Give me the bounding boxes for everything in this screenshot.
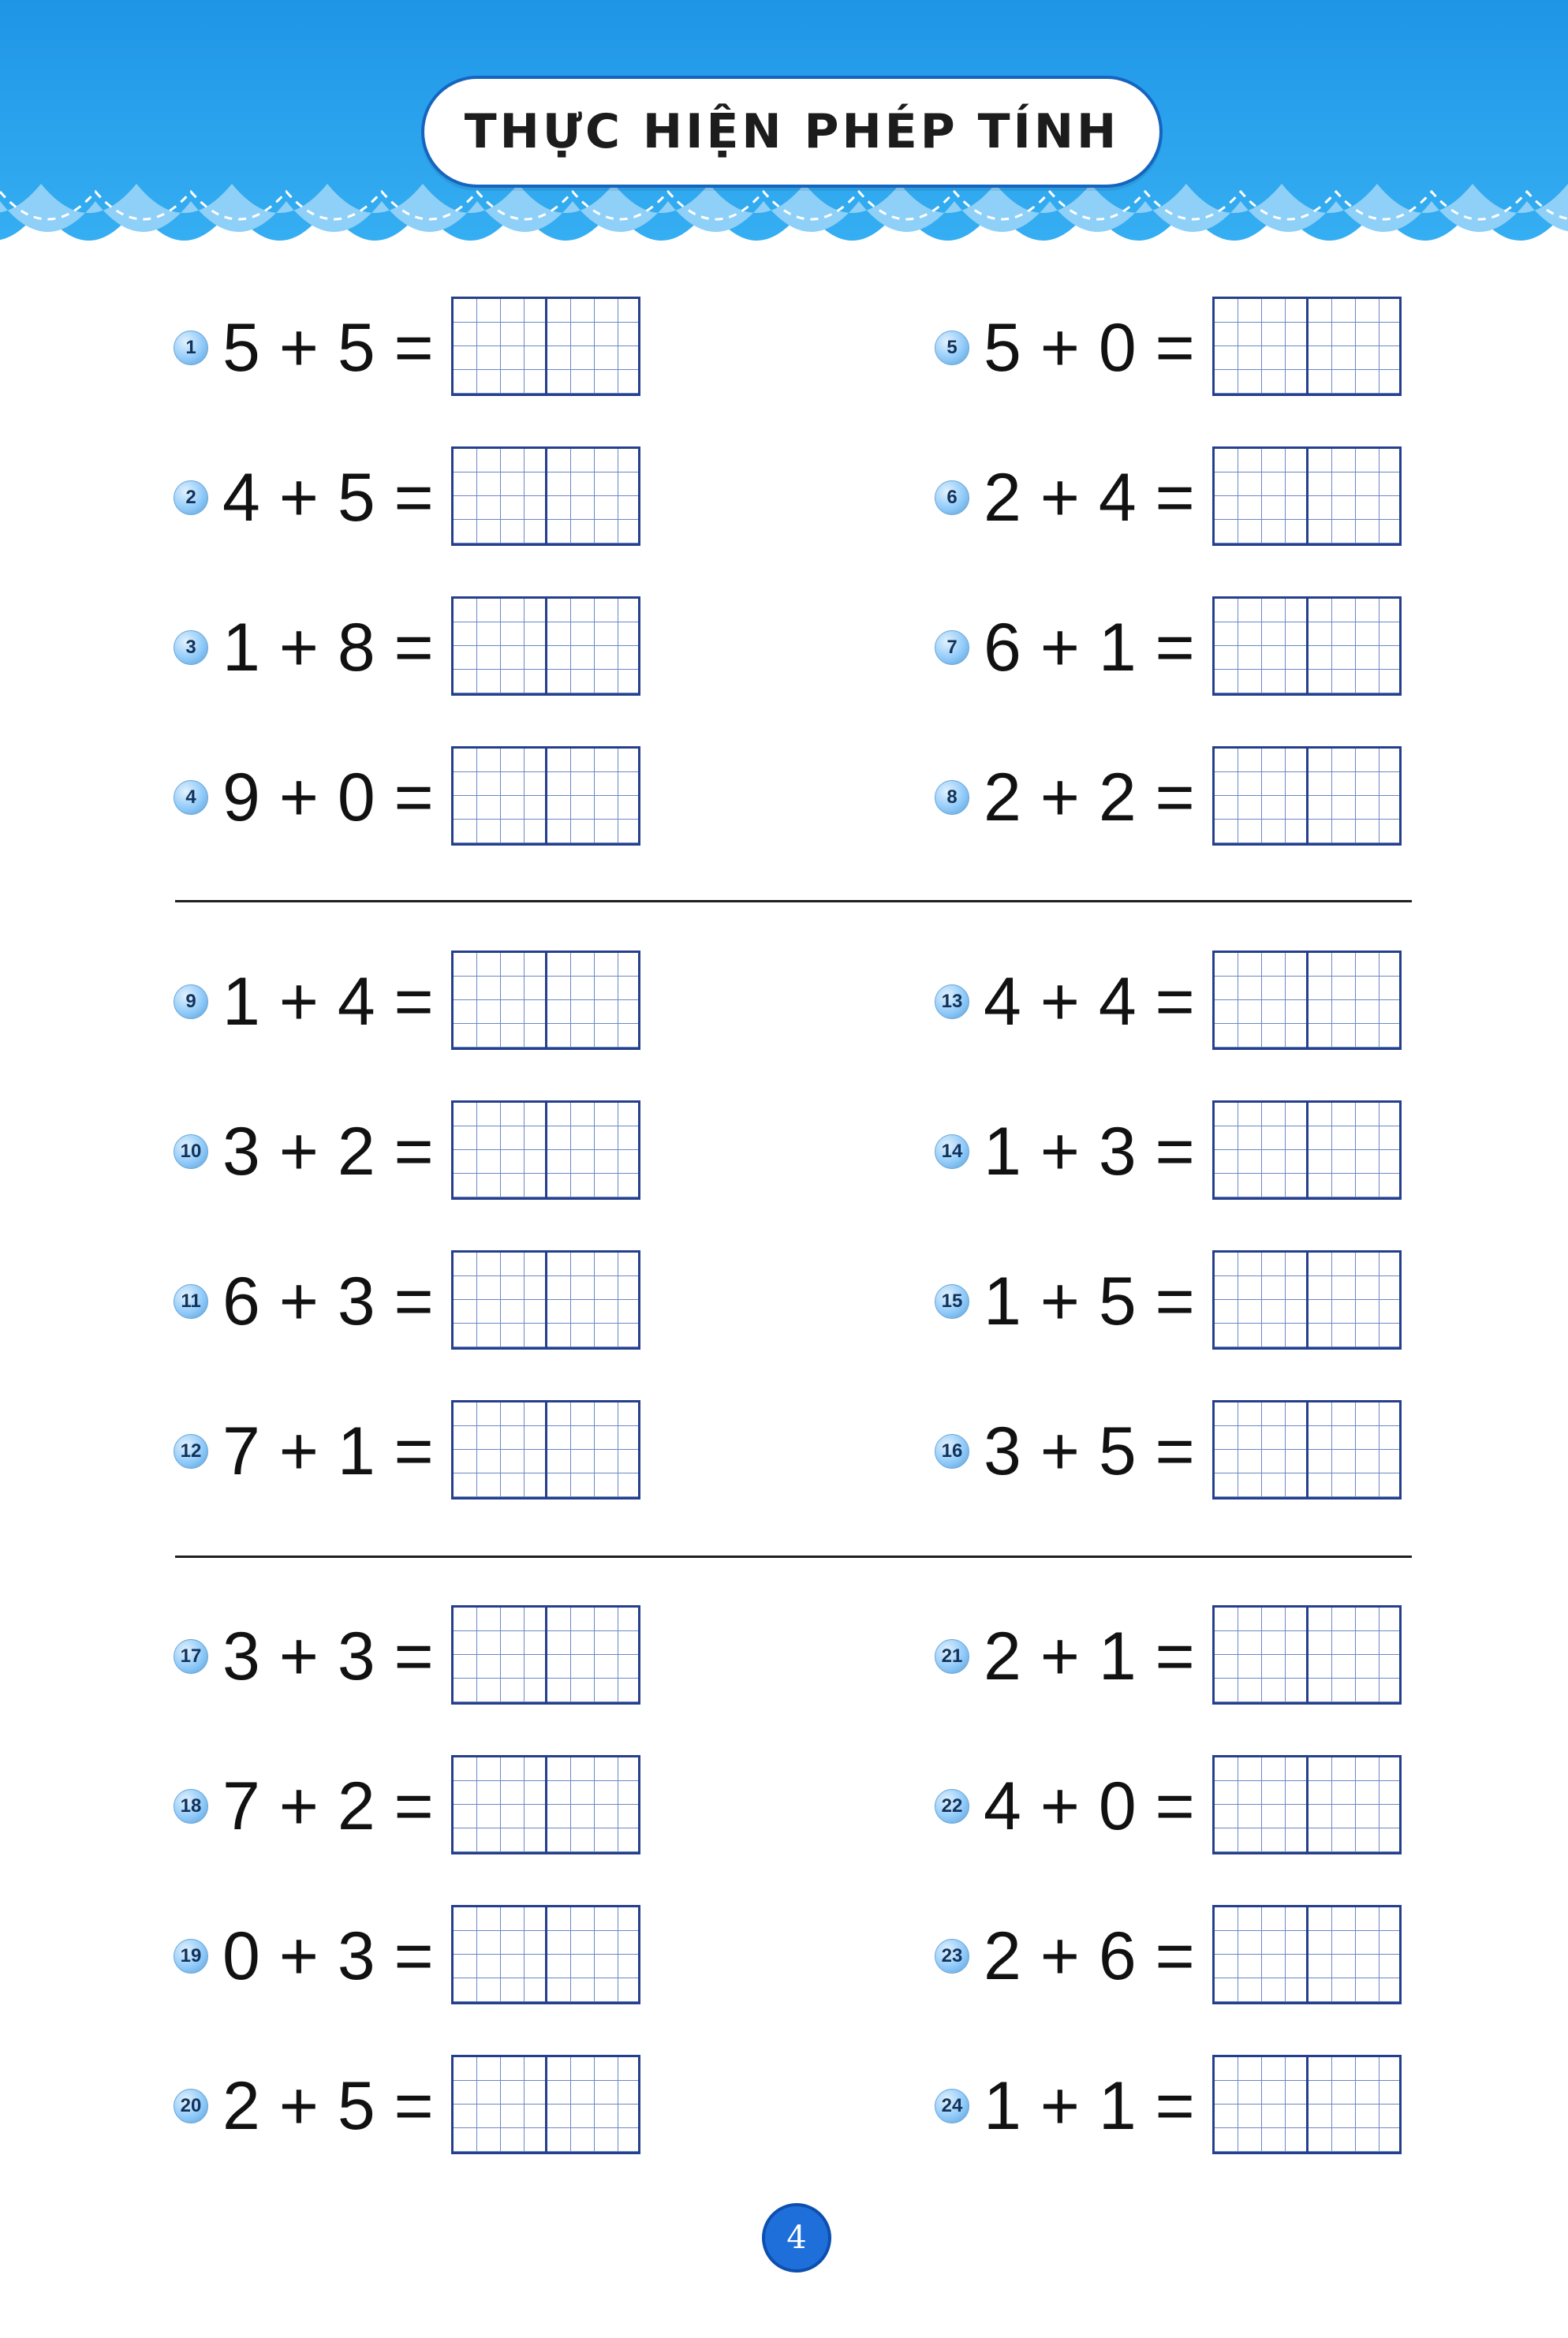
problem-number-badge: 1	[174, 331, 208, 365]
problem-expression: 6 + 3 =	[222, 1264, 434, 1339]
answer-grid-box[interactable]	[451, 1755, 640, 1854]
answer-grid-box[interactable]	[451, 2055, 640, 2154]
answer-ones-cell[interactable]	[547, 1608, 639, 1702]
answer-tens-cell[interactable]	[454, 2057, 547, 2152]
answer-grid-box[interactable]	[1212, 1605, 1402, 1705]
answer-ones-cell[interactable]	[547, 2057, 639, 2152]
page-number: 4	[786, 2220, 807, 2256]
problem-item	[174, 1100, 726, 1203]
answer-grid-box[interactable]	[451, 446, 640, 546]
answer-grid-box[interactable]	[451, 1250, 640, 1350]
problem-number-badge: 24	[935, 2089, 969, 2123]
answer-ones-cell[interactable]	[547, 1757, 639, 1852]
problem-number-badge: 10	[174, 1134, 208, 1169]
problem-expression: 2 + 4 =	[984, 460, 1195, 536]
answer-ones-cell[interactable]	[1309, 299, 1400, 394]
problem-expression: 2 + 6 =	[984, 1918, 1195, 1994]
answer-ones-cell[interactable]	[547, 299, 639, 394]
answer-ones-cell[interactable]	[1309, 1608, 1400, 1702]
answer-tens-cell[interactable]	[1215, 1757, 1309, 1852]
problem-item	[174, 446, 726, 549]
problem-item	[935, 596, 1487, 699]
problem-item	[935, 1605, 1487, 1708]
page-number-badge	[762, 2203, 831, 2273]
problem-item	[935, 1100, 1487, 1203]
answer-grid-box[interactable]	[451, 596, 640, 696]
problem-item	[174, 297, 726, 399]
problem-item	[174, 1400, 726, 1503]
answer-grid-box[interactable]	[451, 297, 640, 396]
problem-number-badge: 15	[935, 1284, 969, 1319]
answer-tens-cell[interactable]	[454, 1608, 547, 1702]
answer-grid-box[interactable]	[451, 951, 640, 1050]
problem-expression: 4 + 0 =	[984, 1768, 1195, 1844]
answer-tens-cell[interactable]	[1215, 449, 1309, 543]
answer-ones-cell[interactable]	[1309, 1907, 1400, 2002]
answer-tens-cell[interactable]	[1215, 1907, 1309, 2002]
problem-expression: 5 + 0 =	[984, 310, 1195, 386]
answer-grid-box[interactable]	[1212, 1250, 1402, 1350]
answer-tens-cell[interactable]	[1215, 1608, 1309, 1702]
answer-ones-cell[interactable]	[1309, 1402, 1400, 1497]
problem-expression: 1 + 8 =	[222, 610, 434, 685]
problem-expression: 7 + 2 =	[222, 1768, 434, 1844]
problem-number-badge: 12	[174, 1434, 208, 1469]
answer-tens-cell[interactable]	[454, 1757, 547, 1852]
problem-number-badge: 20	[174, 2089, 208, 2123]
answer-grid-box[interactable]	[1212, 1100, 1402, 1200]
problem-expression: 1 + 3 =	[984, 1114, 1195, 1190]
problem-number-badge: 5	[935, 331, 969, 365]
answer-tens-cell[interactable]	[454, 1907, 547, 2002]
problem-expression: 9 + 0 =	[222, 760, 434, 835]
problem-item	[174, 1905, 726, 2007]
answer-grid-box[interactable]	[1212, 596, 1402, 696]
answer-ones-cell[interactable]	[547, 1907, 639, 2002]
problem-expression: 1 + 4 =	[222, 964, 434, 1040]
problem-number-badge: 13	[935, 984, 969, 1019]
problem-number-badge: 17	[174, 1639, 208, 1674]
problem-item	[935, 1250, 1487, 1353]
problem-number-badge: 7	[935, 630, 969, 665]
problem-expression: 2 + 1 =	[984, 1619, 1195, 1694]
answer-tens-cell[interactable]	[1215, 749, 1309, 843]
problem-number-badge: 9	[174, 984, 208, 1019]
answer-tens-cell[interactable]	[1215, 2057, 1309, 2152]
answer-ones-cell[interactable]	[547, 1253, 639, 1347]
answer-ones-cell[interactable]	[1309, 2057, 1400, 2152]
problem-item	[935, 2055, 1487, 2157]
problem-expression: 1 + 1 =	[984, 2068, 1195, 2144]
problem-number-badge: 23	[935, 1939, 969, 1974]
answer-ones-cell[interactable]	[1309, 953, 1400, 1048]
answer-ones-cell[interactable]	[547, 1103, 639, 1197]
answer-tens-cell[interactable]	[454, 599, 547, 693]
answer-grid-box[interactable]	[1212, 297, 1402, 396]
problem-item	[935, 1755, 1487, 1858]
answer-grid-box[interactable]	[1212, 2055, 1402, 2154]
problem-number-badge: 22	[935, 1789, 969, 1824]
answer-ones-cell[interactable]	[1309, 1253, 1400, 1347]
problem-number-badge: 21	[935, 1639, 969, 1674]
answer-tens-cell[interactable]	[454, 299, 547, 394]
problem-item	[935, 1400, 1487, 1503]
problem-item	[935, 446, 1487, 549]
answer-tens-cell[interactable]	[1215, 1103, 1309, 1197]
answer-grid-box[interactable]	[451, 1100, 640, 1200]
answer-grid-box[interactable]	[1212, 1400, 1402, 1500]
answer-tens-cell[interactable]	[454, 953, 547, 1048]
problem-expression: 3 + 5 =	[984, 1414, 1195, 1489]
answer-tens-cell[interactable]	[454, 749, 547, 843]
problem-number-badge: 11	[174, 1284, 208, 1319]
answer-tens-cell[interactable]	[1215, 1402, 1309, 1497]
problem-expression: 1 + 5 =	[984, 1264, 1195, 1339]
answer-ones-cell[interactable]	[547, 749, 639, 843]
problem-item	[174, 1250, 726, 1353]
problem-item	[935, 1905, 1487, 2007]
section-divider	[175, 900, 1412, 902]
problem-number-badge: 18	[174, 1789, 208, 1824]
answer-tens-cell[interactable]	[1215, 953, 1309, 1048]
answer-ones-cell[interactable]	[1309, 1103, 1400, 1197]
answer-grid-box[interactable]	[451, 1400, 640, 1500]
answer-ones-cell[interactable]	[1309, 749, 1400, 843]
problem-item	[174, 1755, 726, 1858]
answer-tens-cell[interactable]	[1215, 599, 1309, 693]
problem-number-badge: 14	[935, 1134, 969, 1169]
section-divider	[175, 1556, 1412, 1558]
answer-ones-cell[interactable]	[1309, 449, 1400, 543]
answer-grid-box[interactable]	[451, 1605, 640, 1705]
answer-grid-box[interactable]	[451, 746, 640, 846]
problem-expression: 6 + 1 =	[984, 610, 1195, 685]
problem-item	[935, 951, 1487, 1053]
answer-tens-cell[interactable]	[454, 1253, 547, 1347]
answer-ones-cell[interactable]	[1309, 599, 1400, 693]
problem-item	[935, 297, 1487, 399]
problem-number-badge: 19	[174, 1939, 208, 1974]
problem-expression: 3 + 2 =	[222, 1114, 434, 1190]
problem-expression: 4 + 4 =	[984, 964, 1195, 1040]
answer-grid-box[interactable]	[1212, 1755, 1402, 1854]
problem-item	[174, 1605, 726, 1708]
answer-ones-cell[interactable]	[547, 599, 639, 693]
answer-tens-cell[interactable]	[454, 449, 547, 543]
problem-expression: 7 + 1 =	[222, 1414, 434, 1489]
answer-grid-box[interactable]	[1212, 746, 1402, 846]
problem-expression: 2 + 2 =	[984, 760, 1195, 835]
problem-number-badge: 16	[935, 1434, 969, 1469]
problem-expression: 3 + 3 =	[222, 1619, 434, 1694]
problem-item	[174, 746, 726, 849]
answer-grid-box[interactable]	[1212, 1905, 1402, 2004]
problem-number-badge: 3	[174, 630, 208, 665]
answer-grid-box[interactable]	[451, 1905, 640, 2004]
problem-expression: 2 + 5 =	[222, 2068, 434, 2144]
answer-tens-cell[interactable]	[1215, 1253, 1309, 1347]
answer-grid-box[interactable]	[1212, 951, 1402, 1050]
answer-ones-cell[interactable]	[547, 953, 639, 1048]
answer-ones-cell[interactable]	[547, 449, 639, 543]
answer-tens-cell[interactable]	[454, 1402, 547, 1497]
problem-expression: 4 + 5 =	[222, 460, 434, 536]
problem-item	[935, 746, 1487, 849]
answer-grid-box[interactable]	[1212, 446, 1402, 546]
problem-number-badge: 8	[935, 780, 969, 815]
answer-tens-cell[interactable]	[454, 1103, 547, 1197]
page-title: THỰC HIỆN PHÉP TÍNH	[464, 104, 1120, 159]
problem-item	[174, 596, 726, 699]
problem-item	[174, 951, 726, 1053]
answer-ones-cell[interactable]	[547, 1402, 639, 1497]
problem-number-badge: 6	[935, 480, 969, 515]
answer-tens-cell[interactable]	[1215, 299, 1309, 394]
problem-item	[174, 2055, 726, 2157]
problem-number-badge: 4	[174, 780, 208, 815]
answer-ones-cell[interactable]	[1309, 1757, 1400, 1852]
problem-expression: 0 + 3 =	[222, 1918, 434, 1994]
problem-number-badge: 2	[174, 480, 208, 515]
problem-expression: 5 + 5 =	[222, 310, 434, 386]
